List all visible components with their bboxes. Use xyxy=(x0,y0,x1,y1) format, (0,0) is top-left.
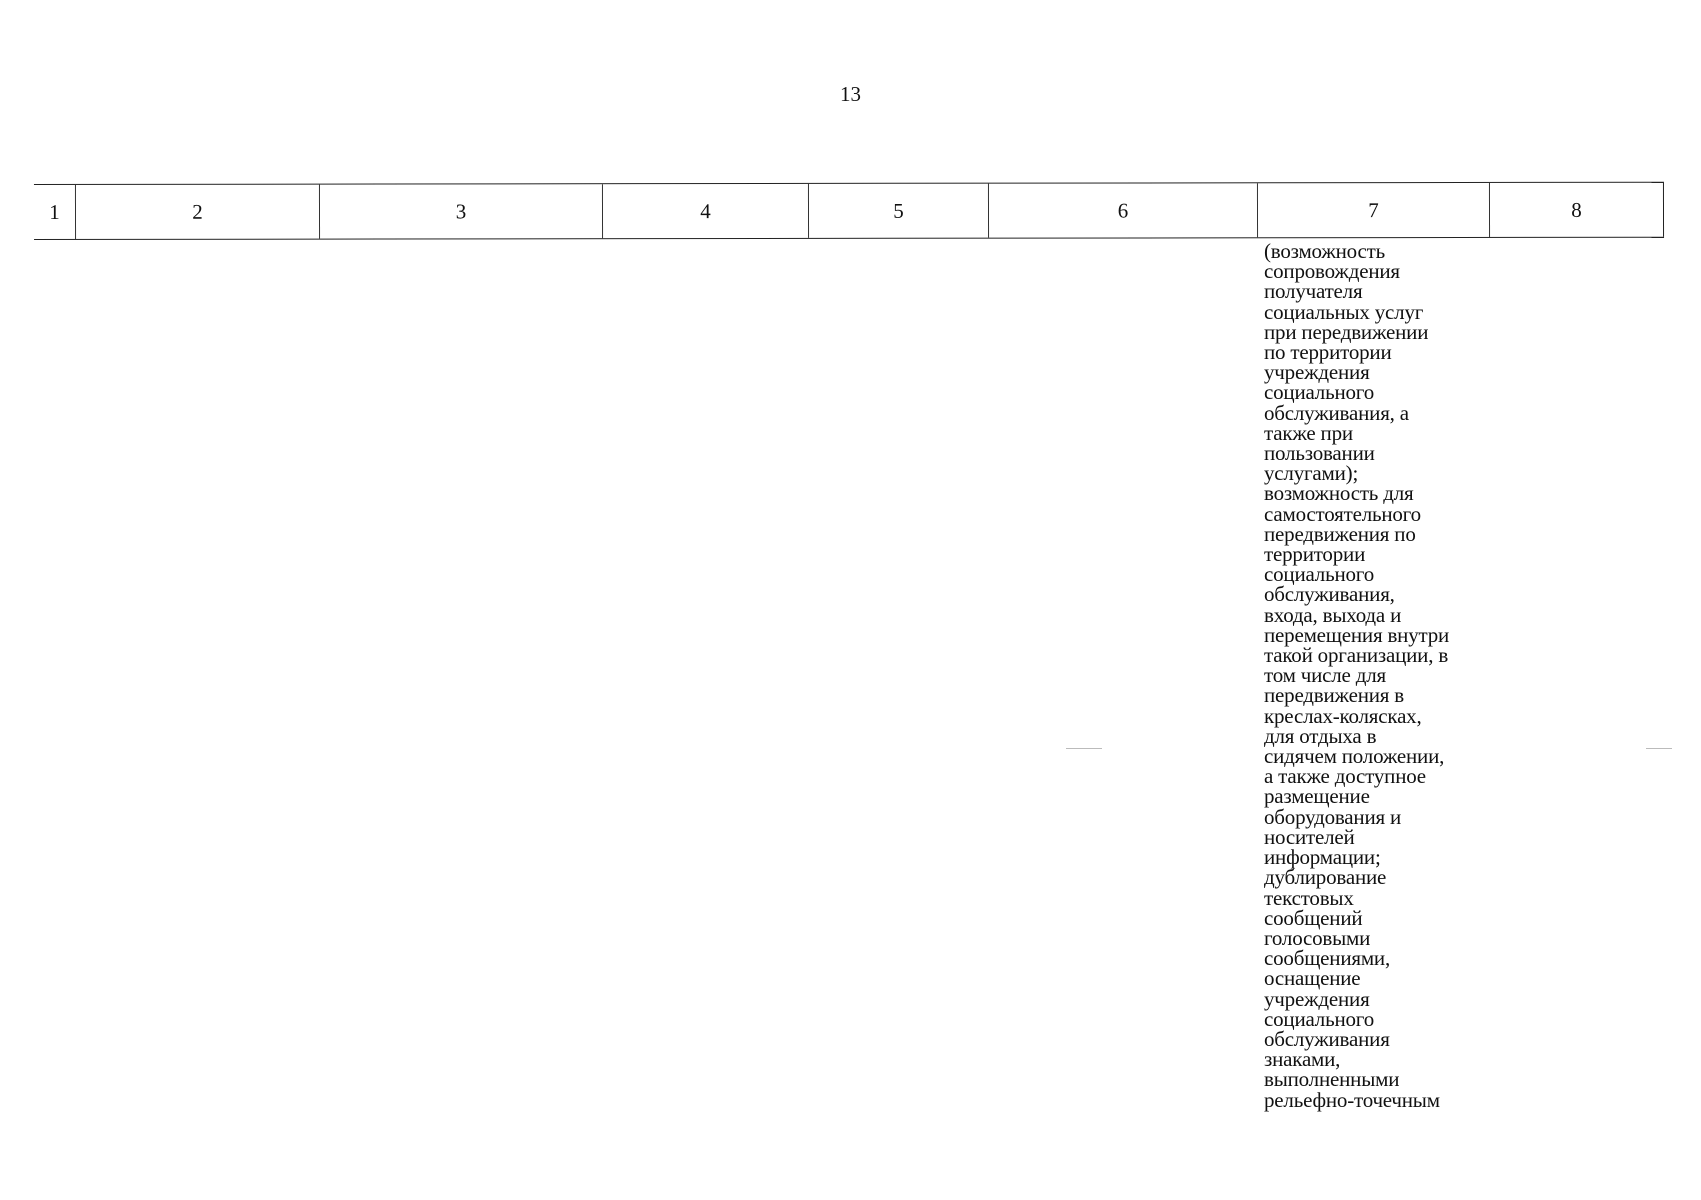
text-line: входа, выхода и xyxy=(1264,602,1402,627)
table-header-row xyxy=(34,182,1664,240)
text-line: по территории xyxy=(1264,340,1392,365)
scan-speck xyxy=(1646,748,1672,749)
column-header-7: 7 xyxy=(1258,183,1490,237)
column-header-6: 6 xyxy=(989,183,1258,237)
text-line: рельефно-точечным xyxy=(1264,1087,1440,1112)
text-line: сообщений xyxy=(1264,905,1363,930)
text-line: сопровождения xyxy=(1264,259,1400,284)
text-line: том числе для xyxy=(1264,663,1386,688)
text-line: самостоятельного xyxy=(1264,501,1421,526)
text-line: дублирование xyxy=(1264,865,1387,890)
text-line: такой организации, в xyxy=(1264,643,1449,668)
text-line: услугами); xyxy=(1264,461,1359,486)
text-line: передвижения в xyxy=(1264,683,1404,708)
text-line: голосовыми xyxy=(1264,925,1371,950)
text-line: оснащение xyxy=(1264,966,1361,991)
column-7-cell-text xyxy=(1264,241,1504,1110)
text-line: креслах-колясках, xyxy=(1264,703,1422,728)
text-line: учреждения xyxy=(1264,986,1370,1011)
text-line: размещение xyxy=(1264,784,1370,809)
text-line: обслуживания xyxy=(1264,1026,1390,1051)
text-line: обслуживания, xyxy=(1264,582,1395,607)
text-line: текстовых xyxy=(1264,885,1354,910)
text-line: информации; xyxy=(1264,845,1381,870)
text-line: социального xyxy=(1264,380,1374,405)
text-line: оборудования и xyxy=(1264,804,1402,829)
text-line: носителей xyxy=(1264,824,1355,849)
text-line: для отдыха в xyxy=(1264,723,1377,748)
column-header-1: 1 xyxy=(34,185,76,239)
text-line: социального xyxy=(1264,1006,1374,1031)
page-number: 13 xyxy=(840,82,861,106)
text-line: получателя xyxy=(1264,279,1363,304)
text-line: знаками, xyxy=(1264,1047,1341,1072)
text-line: обслуживания, а xyxy=(1264,400,1409,425)
text-line: социальных услуг xyxy=(1264,299,1424,324)
text-line: возможность для xyxy=(1264,481,1414,506)
text-line: (возможность xyxy=(1264,239,1385,263)
text-line: перемещения внутри xyxy=(1264,622,1450,647)
column-header-8: 8 xyxy=(1490,183,1664,237)
column-header-2: 2 xyxy=(76,185,320,239)
text-line: социального xyxy=(1264,562,1374,587)
text-line: при передвижении xyxy=(1264,319,1429,344)
column-header-4: 4 xyxy=(603,184,809,238)
column-header-3: 3 xyxy=(320,184,603,238)
scan-speck xyxy=(1066,748,1102,749)
text-line: передвижения по xyxy=(1264,521,1416,546)
text-line: также при xyxy=(1264,420,1353,445)
text-line: территории xyxy=(1264,542,1366,567)
text-line: пользовании xyxy=(1264,441,1375,466)
column-header-5: 5 xyxy=(809,184,989,238)
text-line: выполненными xyxy=(1264,1067,1400,1092)
text-line: сообщениями, xyxy=(1264,946,1391,971)
text-line: учреждения xyxy=(1264,360,1370,385)
text-line: а также доступное xyxy=(1264,764,1426,789)
text-line: сидячем положении, xyxy=(1264,744,1445,769)
